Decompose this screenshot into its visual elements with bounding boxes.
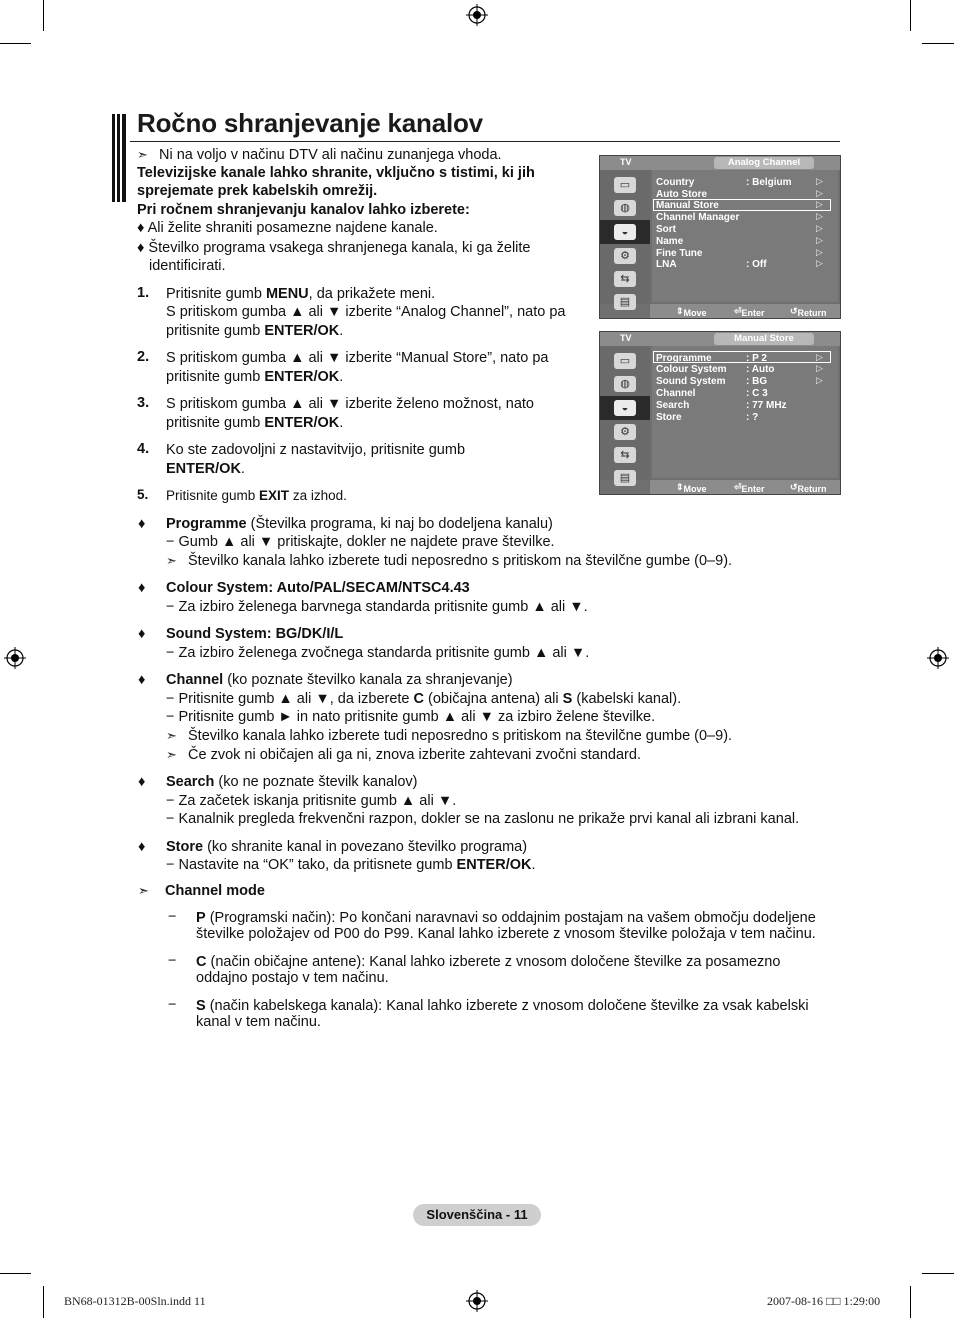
dash: − — [168, 909, 177, 925]
registration-mark-icon — [466, 4, 488, 26]
enter-hint: ⏎ Enter — [734, 306, 765, 318]
step-1-line-2: S pritiskom gumba ▲ ali ▼ izberite “Analog Channel”, nato pa — [166, 304, 566, 320]
channel-note-2: ➣ Če zvok ni običajen ali ga ni, znova izberite zahtevani zvočni standard. — [166, 747, 641, 763]
search-line-1: − Za začetek iskanja pritisnite gumb ▲ ali ▼. — [166, 793, 457, 809]
bullet-icon: ♦ — [138, 626, 146, 642]
submenu-arrow-icon: ▷ — [816, 363, 823, 373]
bullet-icon: ♦ — [138, 580, 146, 596]
note-arrow-icon: ➣ — [137, 147, 148, 162]
mode-c-line-1: C (način običajne antene): Kanal lahko izberete z vnosom določene številke za posamezno — [196, 954, 781, 970]
mode-s-line-1: S (način kabelskega kanala): Kanal lahko izberete z vnosom določene številke za vsak kabelski — [196, 998, 809, 1014]
intro-note: ➣ Ni na voljo v načinu DTV ali načinu zunanjega vhoda. — [137, 147, 502, 163]
crop-mark — [910, 1286, 911, 1318]
note-arrow-icon: ➣ — [166, 747, 177, 762]
tv-menu-item[interactable]: Fine Tune — [656, 248, 703, 259]
channel-icon[interactable]: ◒ — [614, 400, 636, 416]
sound-line-1: − Za izbiro želenega zvočnega standarda pritisnite gumb ▲ ali ▼. — [166, 645, 590, 661]
step-number: 5. — [137, 487, 149, 502]
submenu-arrow-icon: ▷ — [816, 375, 823, 385]
channel-line-1: − Pritisnite gumb ▲ ali ▼, da izberete C (običajna antena) ali S (kabelski kanal). — [166, 691, 682, 707]
input-icon[interactable]: ⇆ — [614, 271, 636, 287]
picture-icon[interactable]: ▭ — [614, 177, 636, 193]
tv-menu-footer — [650, 480, 840, 494]
picture-icon[interactable]: ▭ — [614, 353, 636, 369]
tv-menu-item[interactable]: Auto Store — [656, 189, 708, 200]
submenu-arrow-icon: ▷ — [816, 247, 823, 257]
tv-label: TV — [620, 157, 632, 167]
programme-line-1: − Gumb ▲ ali ▼ pritiskajte, dokler ne najdete prave številke. — [166, 534, 555, 550]
tv-menu-sidebar — [600, 346, 650, 484]
digital-menu-icon[interactable]: ▤ — [614, 294, 636, 310]
registration-mark-icon — [4, 647, 26, 669]
channel-line-2: − Pritisnite gumb ► in nato pritisnite gumb ▲ ali ▼ za izbiro želene številke. — [166, 709, 656, 725]
step-4-line-2: ENTER/OK. — [166, 461, 245, 477]
sound-icon[interactable]: ◍ — [614, 376, 636, 392]
programme-heading: Programme (Številka programa, ki naj bo dodeljena kanalu) — [166, 516, 553, 532]
programme-note: ➣ Številko kanala lahko izberete tudi neposredno s pritiskom na številčne gumbe (0–9). — [166, 553, 733, 569]
step-4-line-1: Ko ste zadovoljni z nastavitvijo, pritisnite gumb — [166, 442, 466, 458]
submenu-arrow-icon: ▷ — [816, 188, 823, 198]
tv-menu-item[interactable]: Name — [656, 236, 684, 247]
crop-mark — [0, 43, 31, 44]
channel-mode-heading: Channel mode — [165, 883, 265, 899]
file-slug: BN68-01312B-00Sln.indd 11 — [64, 1294, 206, 1308]
submenu-arrow-icon: ▷ — [816, 211, 823, 221]
search-line-2: − Kanalnik pregleda frekvenčni razpon, dokler se na zaslonu ne prikaže prvi kanal ali izbrani kanal. — [166, 811, 800, 827]
channel-heading: Channel (ko poznate številko kanala za shranjevanje) — [166, 672, 513, 688]
mode-s-line-2: kanal v tem načinu. — [196, 1014, 321, 1030]
search-heading: Search (ko ne poznate številk kanalov) — [166, 774, 418, 790]
step-1-line-1: Pritisnite gumb MENU, da prikažete meni. — [166, 286, 436, 302]
note-arrow-icon: ➣ — [166, 553, 177, 568]
mode-p-line-1: P (Programski način): Po končani naravnavi so oddajnim postajam na vašem območju dodeljene — [196, 910, 816, 926]
intro-bold-3: Pri ročnem shranjevanju kanalov lahko izberete: — [137, 202, 470, 218]
dash: − — [168, 953, 177, 969]
tv-menu-footer — [650, 304, 840, 318]
step-2-line-2: pritisnite gumb ENTER/OK. — [166, 369, 344, 385]
mode-p-line-2: številke položajev od P00 do P99. Kanal lahko izberete z vnosom številke položaja v tem načinu. — [196, 926, 816, 942]
submenu-arrow-icon: ▷ — [816, 352, 823, 362]
tv-menu-item[interactable]: Search : 77 MHz — [656, 400, 787, 411]
crop-mark — [922, 43, 954, 44]
submenu-arrow-icon: ▷ — [816, 258, 823, 268]
tv-menu-header — [600, 156, 840, 170]
bullet-icon: ♦ — [138, 839, 146, 855]
setup-icon[interactable]: ⚙ — [614, 248, 636, 264]
intro-bullet-2: ♦ Številko programa vsakega shranjenega kanala, ki ga želite — [137, 240, 531, 256]
sound-icon[interactable]: ◍ — [614, 200, 636, 216]
step-3-line-1: S pritiskom gumba ▲ ali ▼ izberite želeno možnost, nato — [166, 396, 535, 412]
intro-bullet-1: ♦ Ali želite shraniti posamezne najdene kanale. — [137, 220, 438, 236]
registration-mark-icon — [927, 647, 949, 669]
tv-label: TV — [620, 333, 632, 343]
tv-menu-item[interactable]: Channel Manager — [656, 212, 740, 223]
return-hint: ↺ Return — [790, 482, 827, 494]
tv-menu-item[interactable]: Sound System : BG — [656, 376, 768, 387]
step-number: 2. — [137, 349, 150, 365]
step-2-line-1: S pritiskom gumba ▲ ali ▼ izberite “Manual Store”, nato pa — [166, 350, 549, 366]
title-divider — [130, 141, 840, 142]
tv-menu-item[interactable]: Colour System : Auto — [656, 364, 775, 375]
crop-mark — [43, 0, 44, 31]
page-title: Ročno shranjevanje kanalov — [137, 108, 483, 138]
bullet-icon: ♦ — [138, 672, 146, 688]
dash: − — [168, 997, 177, 1013]
tv-menu-header — [600, 332, 840, 346]
intro-bullet-2-cont: identificirati. — [149, 258, 226, 274]
channel-icon[interactable]: ◒ — [614, 224, 636, 240]
submenu-arrow-icon: ▷ — [816, 235, 823, 245]
step-3-line-2: pritisnite gumb ENTER/OK. — [166, 415, 344, 431]
enter-hint: ⏎ Enter — [734, 482, 765, 494]
tv-menu-sidebar — [600, 170, 650, 308]
crop-mark — [922, 1273, 954, 1274]
crop-mark — [43, 1286, 44, 1318]
colour-heading: Colour System: Auto/PAL/SECAM/NTSC4.43 — [166, 580, 470, 596]
intro-bold-1: Televizijske kanale lahko shranite, vključno s tistimi, ki jih — [137, 165, 535, 181]
step-number: 4. — [137, 441, 150, 457]
mode-c-line-2: oddajno postajo v tem načinu. — [196, 970, 389, 986]
bullet-icon: ♦ — [138, 516, 146, 532]
setup-icon[interactable]: ⚙ — [614, 424, 636, 440]
crop-mark — [910, 0, 911, 31]
title-decoration — [112, 114, 126, 202]
tv-menu-analog-channel — [599, 155, 841, 319]
note-arrow-icon: ➣ — [166, 728, 177, 743]
colour-line-1: − Za izbiro želenega barvnega standarda pritisnite gumb ▲ ali ▼. — [166, 599, 588, 615]
step-5-line-1: Pritisnite gumb EXIT za izhod. — [166, 488, 347, 503]
submenu-arrow-icon: ▷ — [816, 176, 823, 186]
page-number-badge: Slovenščina - 11 — [413, 1204, 541, 1226]
channel-note-1: ➣ Številko kanala lahko izberete tudi neposredno s pritiskom na številčne gumbe (0–9). — [166, 728, 733, 744]
date-slug: 2007-08-16 □□ 1:29:00 — [767, 1294, 881, 1308]
bullet-icon: ♦ — [138, 774, 146, 790]
submenu-arrow-icon: ▷ — [816, 223, 823, 233]
note-arrow-icon: ➣ — [138, 883, 149, 898]
store-heading: Store (ko shranite kanal in povezano številko programa) — [166, 839, 528, 855]
tv-menu-item[interactable]: Store : ? — [656, 412, 759, 423]
tv-menu-item[interactable]: Manual Store — [656, 200, 719, 211]
store-line-1: − Nastavite na “OK” tako, da pritisnete gumb ENTER/OK. — [166, 857, 536, 873]
step-1-line-3: pritisnite gumb ENTER/OK. — [166, 323, 344, 339]
tv-menu-item[interactable]: LNA : Off — [656, 259, 767, 270]
submenu-arrow-icon: ▷ — [816, 199, 823, 209]
crop-mark — [0, 1273, 31, 1274]
tv-menu-item[interactable]: Channel : C 3 — [656, 388, 768, 399]
return-hint: ↺ Return — [790, 306, 827, 318]
sound-heading: Sound System: BG/DK/I/L — [166, 626, 344, 642]
registration-mark-icon — [466, 1290, 488, 1312]
move-hint: ⇕ Move — [676, 482, 707, 494]
tv-menu-item[interactable]: Programme : P 2 — [656, 353, 767, 364]
tv-menu-item[interactable]: Country : Belgium — [656, 177, 792, 188]
tv-menu-title: Analog Channel — [714, 157, 814, 169]
input-icon[interactable]: ⇆ — [614, 447, 636, 463]
tv-menu-title: Manual Store — [714, 333, 814, 345]
step-number: 3. — [137, 395, 150, 411]
move-hint: ⇕ Move — [676, 306, 707, 318]
step-number: 1. — [137, 285, 150, 301]
tv-menu-item[interactable]: Sort — [656, 224, 676, 235]
intro-bold-2: sprejemate prek kabelskih omrežij. — [137, 183, 378, 199]
digital-menu-icon[interactable]: ▤ — [614, 470, 636, 486]
tv-menu-manual-store — [599, 331, 841, 495]
